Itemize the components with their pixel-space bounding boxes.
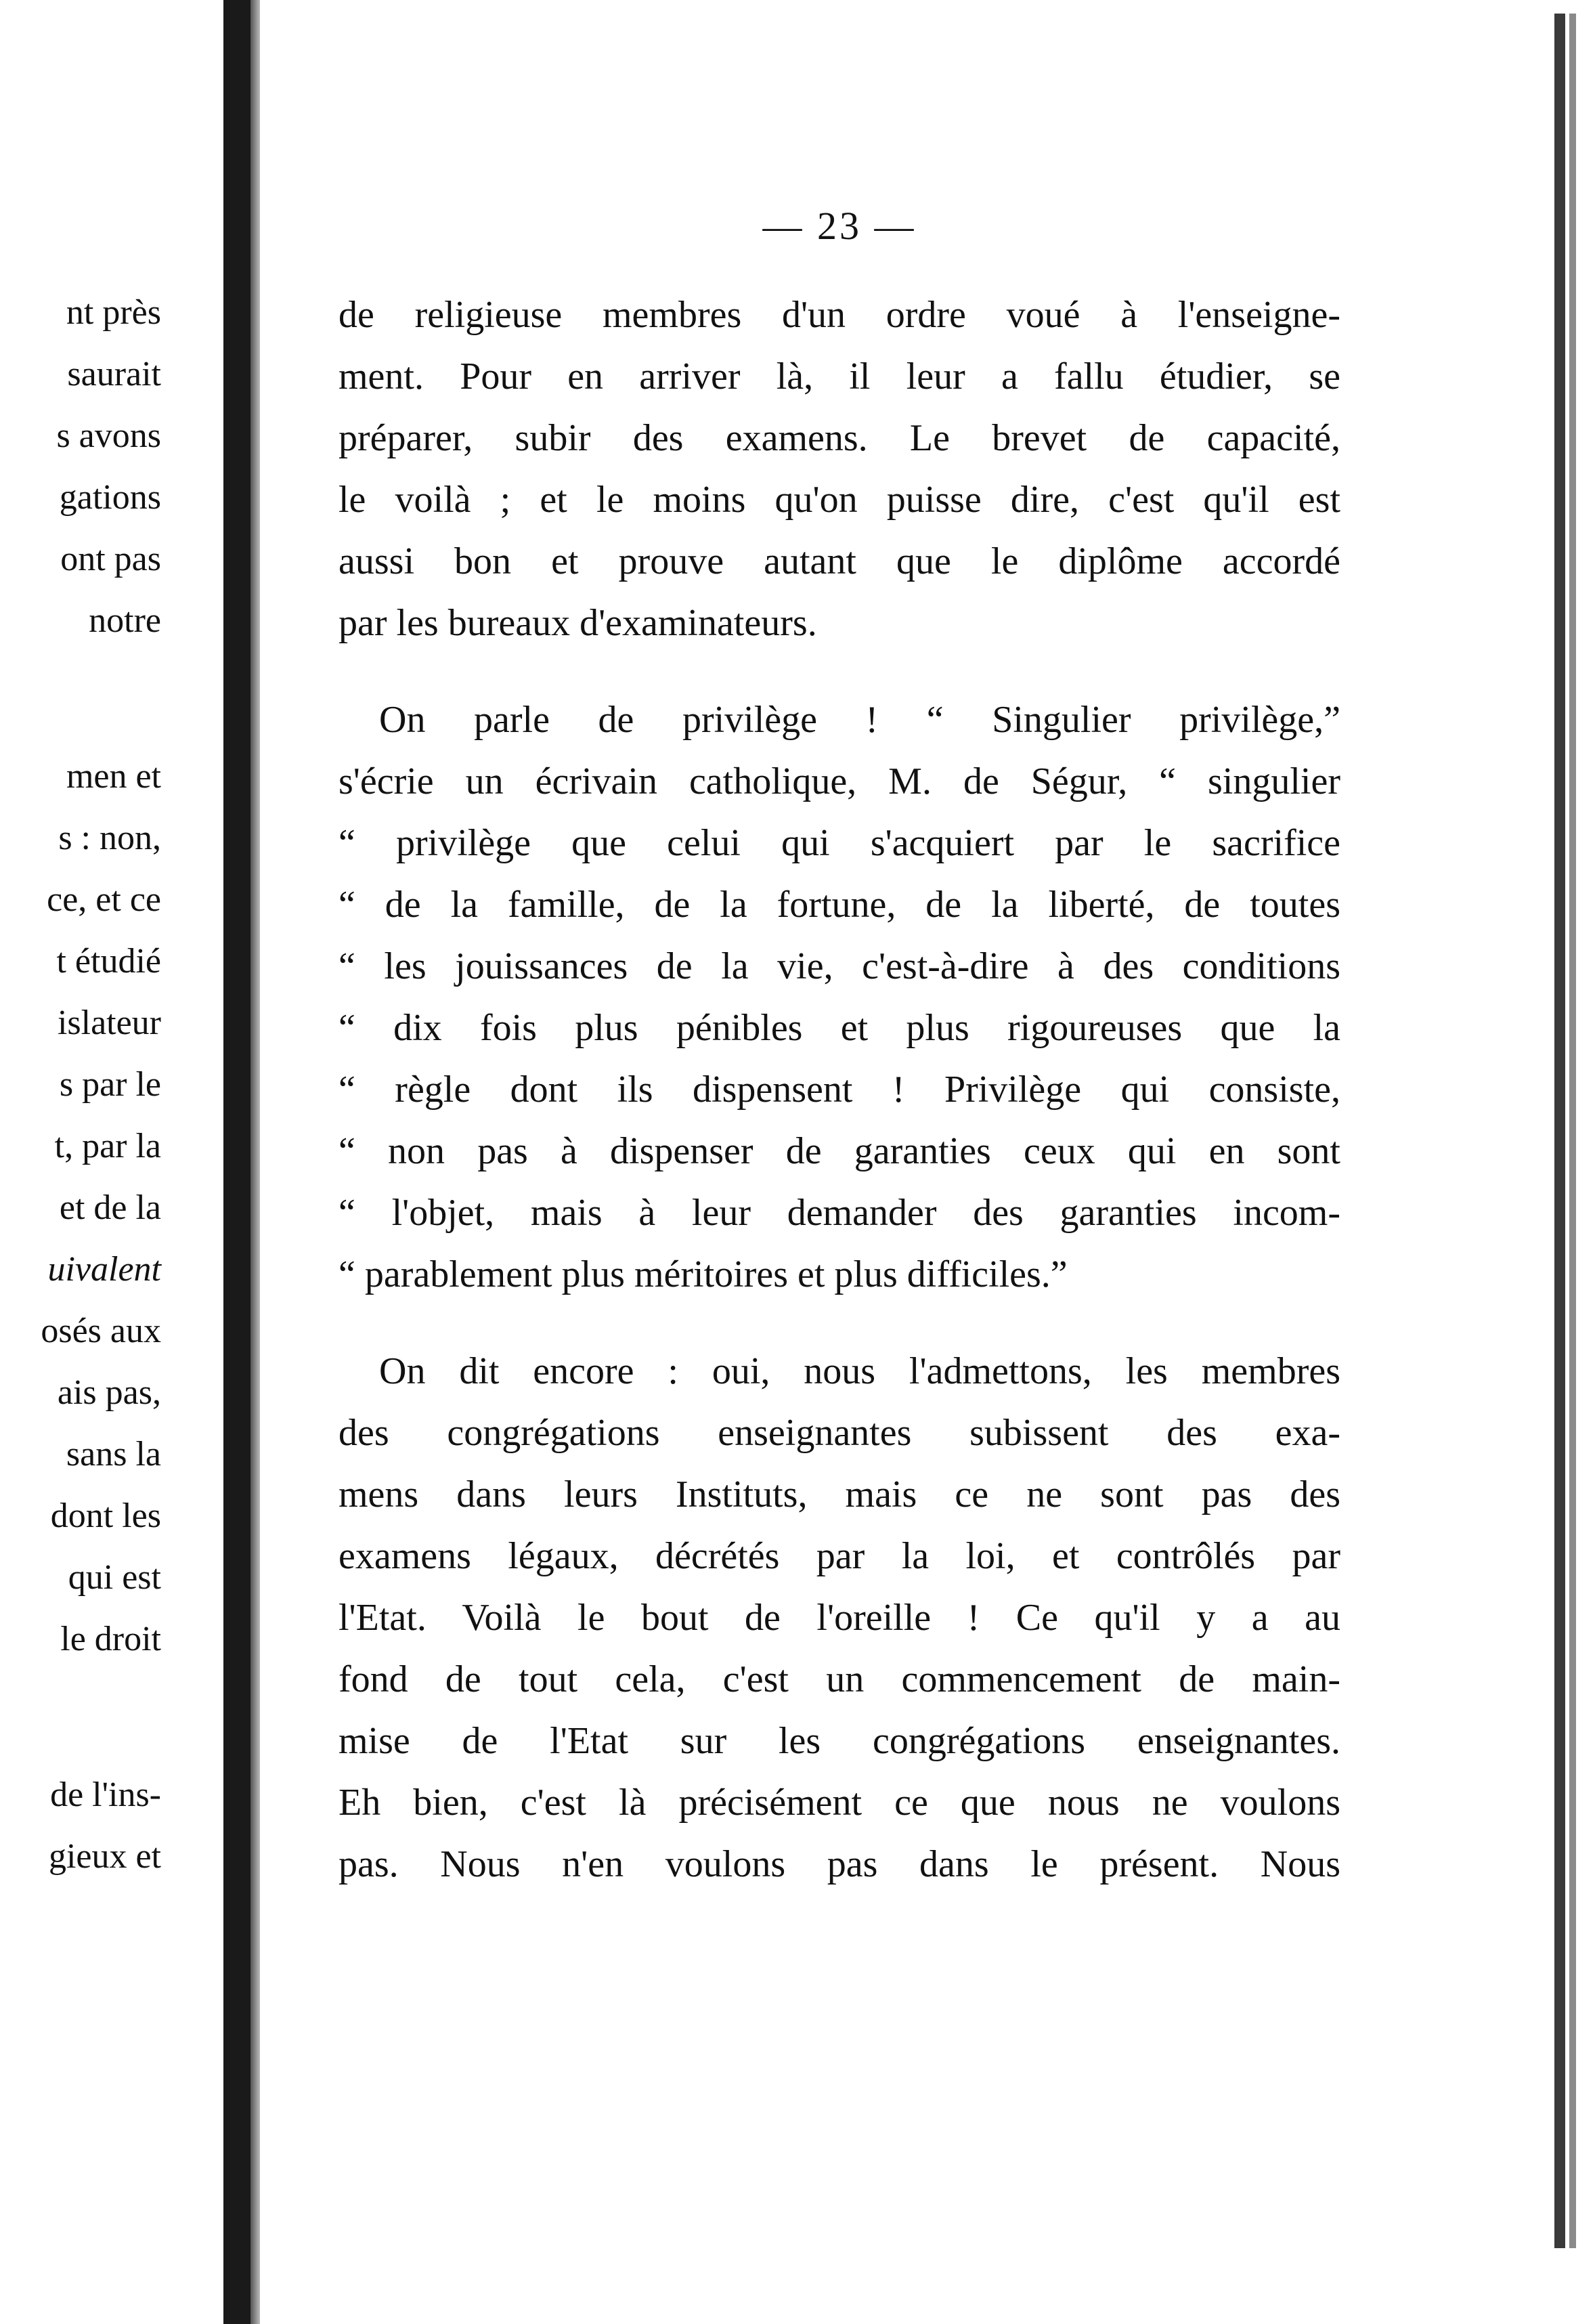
gutter-shadow	[250, 0, 260, 2324]
paragraph	[338, 689, 1340, 1306]
text-line: On dit encore : oui, nous l'admettons, les membres	[379, 1350, 1340, 1392]
text-line: “ les jouissances de la vie, c'est-à-dire à des conditions	[338, 945, 1340, 987]
text-line: “ non pas à dispenser de garanties ceux qui en sont	[338, 1130, 1340, 1172]
left-page-line: saurait	[67, 355, 161, 393]
left-page-line: uivalent	[47, 1250, 161, 1289]
left-page-line: osés aux	[41, 1312, 161, 1350]
left-page-line: sans la	[66, 1435, 161, 1473]
left-page-line: gieux et	[48, 1837, 161, 1876]
text-line: examens légaux, décrétés par la loi, et contrôlés par	[338, 1535, 1340, 1577]
left-page-line: men et	[66, 757, 161, 796]
text-line: aussi bon et prouve autant que le diplôme accordé	[338, 540, 1340, 582]
text-line: ment. Pour en arriver là, il leur a fallu étudier, se	[338, 356, 1340, 397]
text-line: “ règle dont ils dispensent ! Privilège qui consiste,	[338, 1069, 1340, 1111]
text-line: préparer, subir des examens. Le brevet de capacité,	[338, 417, 1340, 459]
left-page-line: nt près	[66, 293, 161, 332]
left-page-line: gations	[59, 478, 161, 517]
text-line: le voilà ; et le moins qu'on puisse dire, c'est qu'il est	[338, 479, 1340, 521]
paragraph	[338, 284, 1340, 654]
left-page-line: s avons	[56, 416, 161, 455]
left-page-line: de l'ins-	[50, 1776, 161, 1814]
left-page-line: et de la	[59, 1188, 161, 1227]
text-line: mise de l'Etat sur les congrégations enseignantes.	[338, 1720, 1340, 1762]
text-line: pas. Nous n'en voulons pas dans le présent. Nous	[338, 1843, 1340, 1885]
text-line: par les bureaux d'examinateurs.	[338, 602, 817, 644]
book-gutter	[223, 0, 250, 2324]
text-line: “ parablement plus méritoires et plus difficiles.”	[338, 1253, 1068, 1295]
page-body	[338, 284, 1340, 1895]
paragraph	[338, 1341, 1340, 1895]
text-line: de religieuse membres d'un ordre voué à l'enseigne-	[338, 294, 1340, 336]
previous-page-fragment	[0, 0, 223, 2324]
text-line: Eh bien, c'est là précisément ce que nous ne voulons	[338, 1782, 1340, 1824]
left-page-line: islateur	[57, 1004, 161, 1042]
left-page-line: le droit	[60, 1620, 161, 1658]
left-page-line: t étudié	[56, 942, 161, 981]
left-page-line: ce, et ce	[47, 880, 161, 919]
left-page-line: ais pas,	[57, 1373, 161, 1412]
text-line: “ privilège que celui qui s'acquiert par le sacrifice	[338, 822, 1340, 864]
text-line: “ dix fois plus pénibles et plus rigoureuses que la	[338, 1007, 1340, 1049]
left-page-line: ont pas	[60, 540, 161, 578]
left-page-line: dont les	[50, 1497, 161, 1535]
text-line: mens dans leurs Instituts, mais ce ne sont pas des	[338, 1473, 1340, 1515]
text-line: fond de tout cela, c'est un commencement de main-	[338, 1658, 1340, 1700]
left-page-line: notre	[89, 601, 161, 640]
page-edge-shadow	[1569, 14, 1576, 2248]
page-number: — 23 —	[762, 204, 917, 248]
left-page-line: s : non,	[58, 819, 161, 857]
left-page-line: qui est	[68, 1558, 161, 1597]
text-line: “ de la famille, de la fortune, de la liberté, de toutes	[338, 884, 1340, 926]
text-line: des congrégations enseignantes subissent des exa-	[338, 1412, 1340, 1454]
page-edge	[1554, 14, 1565, 2248]
left-page-line: s par le	[59, 1065, 161, 1104]
text-line: “ l'objet, mais à leur demander des garanties incom-	[338, 1192, 1340, 1234]
text-line: On parle de privilège ! “ Singulier privilège,”	[379, 699, 1340, 741]
text-line: s'écrie un écrivain catholique, M. de Ségur, “ singulier	[338, 760, 1340, 802]
text-line: l'Etat. Voilà le bout de l'oreille ! Ce qu'il y a au	[338, 1597, 1340, 1639]
left-page-line: t, par la	[54, 1127, 161, 1165]
